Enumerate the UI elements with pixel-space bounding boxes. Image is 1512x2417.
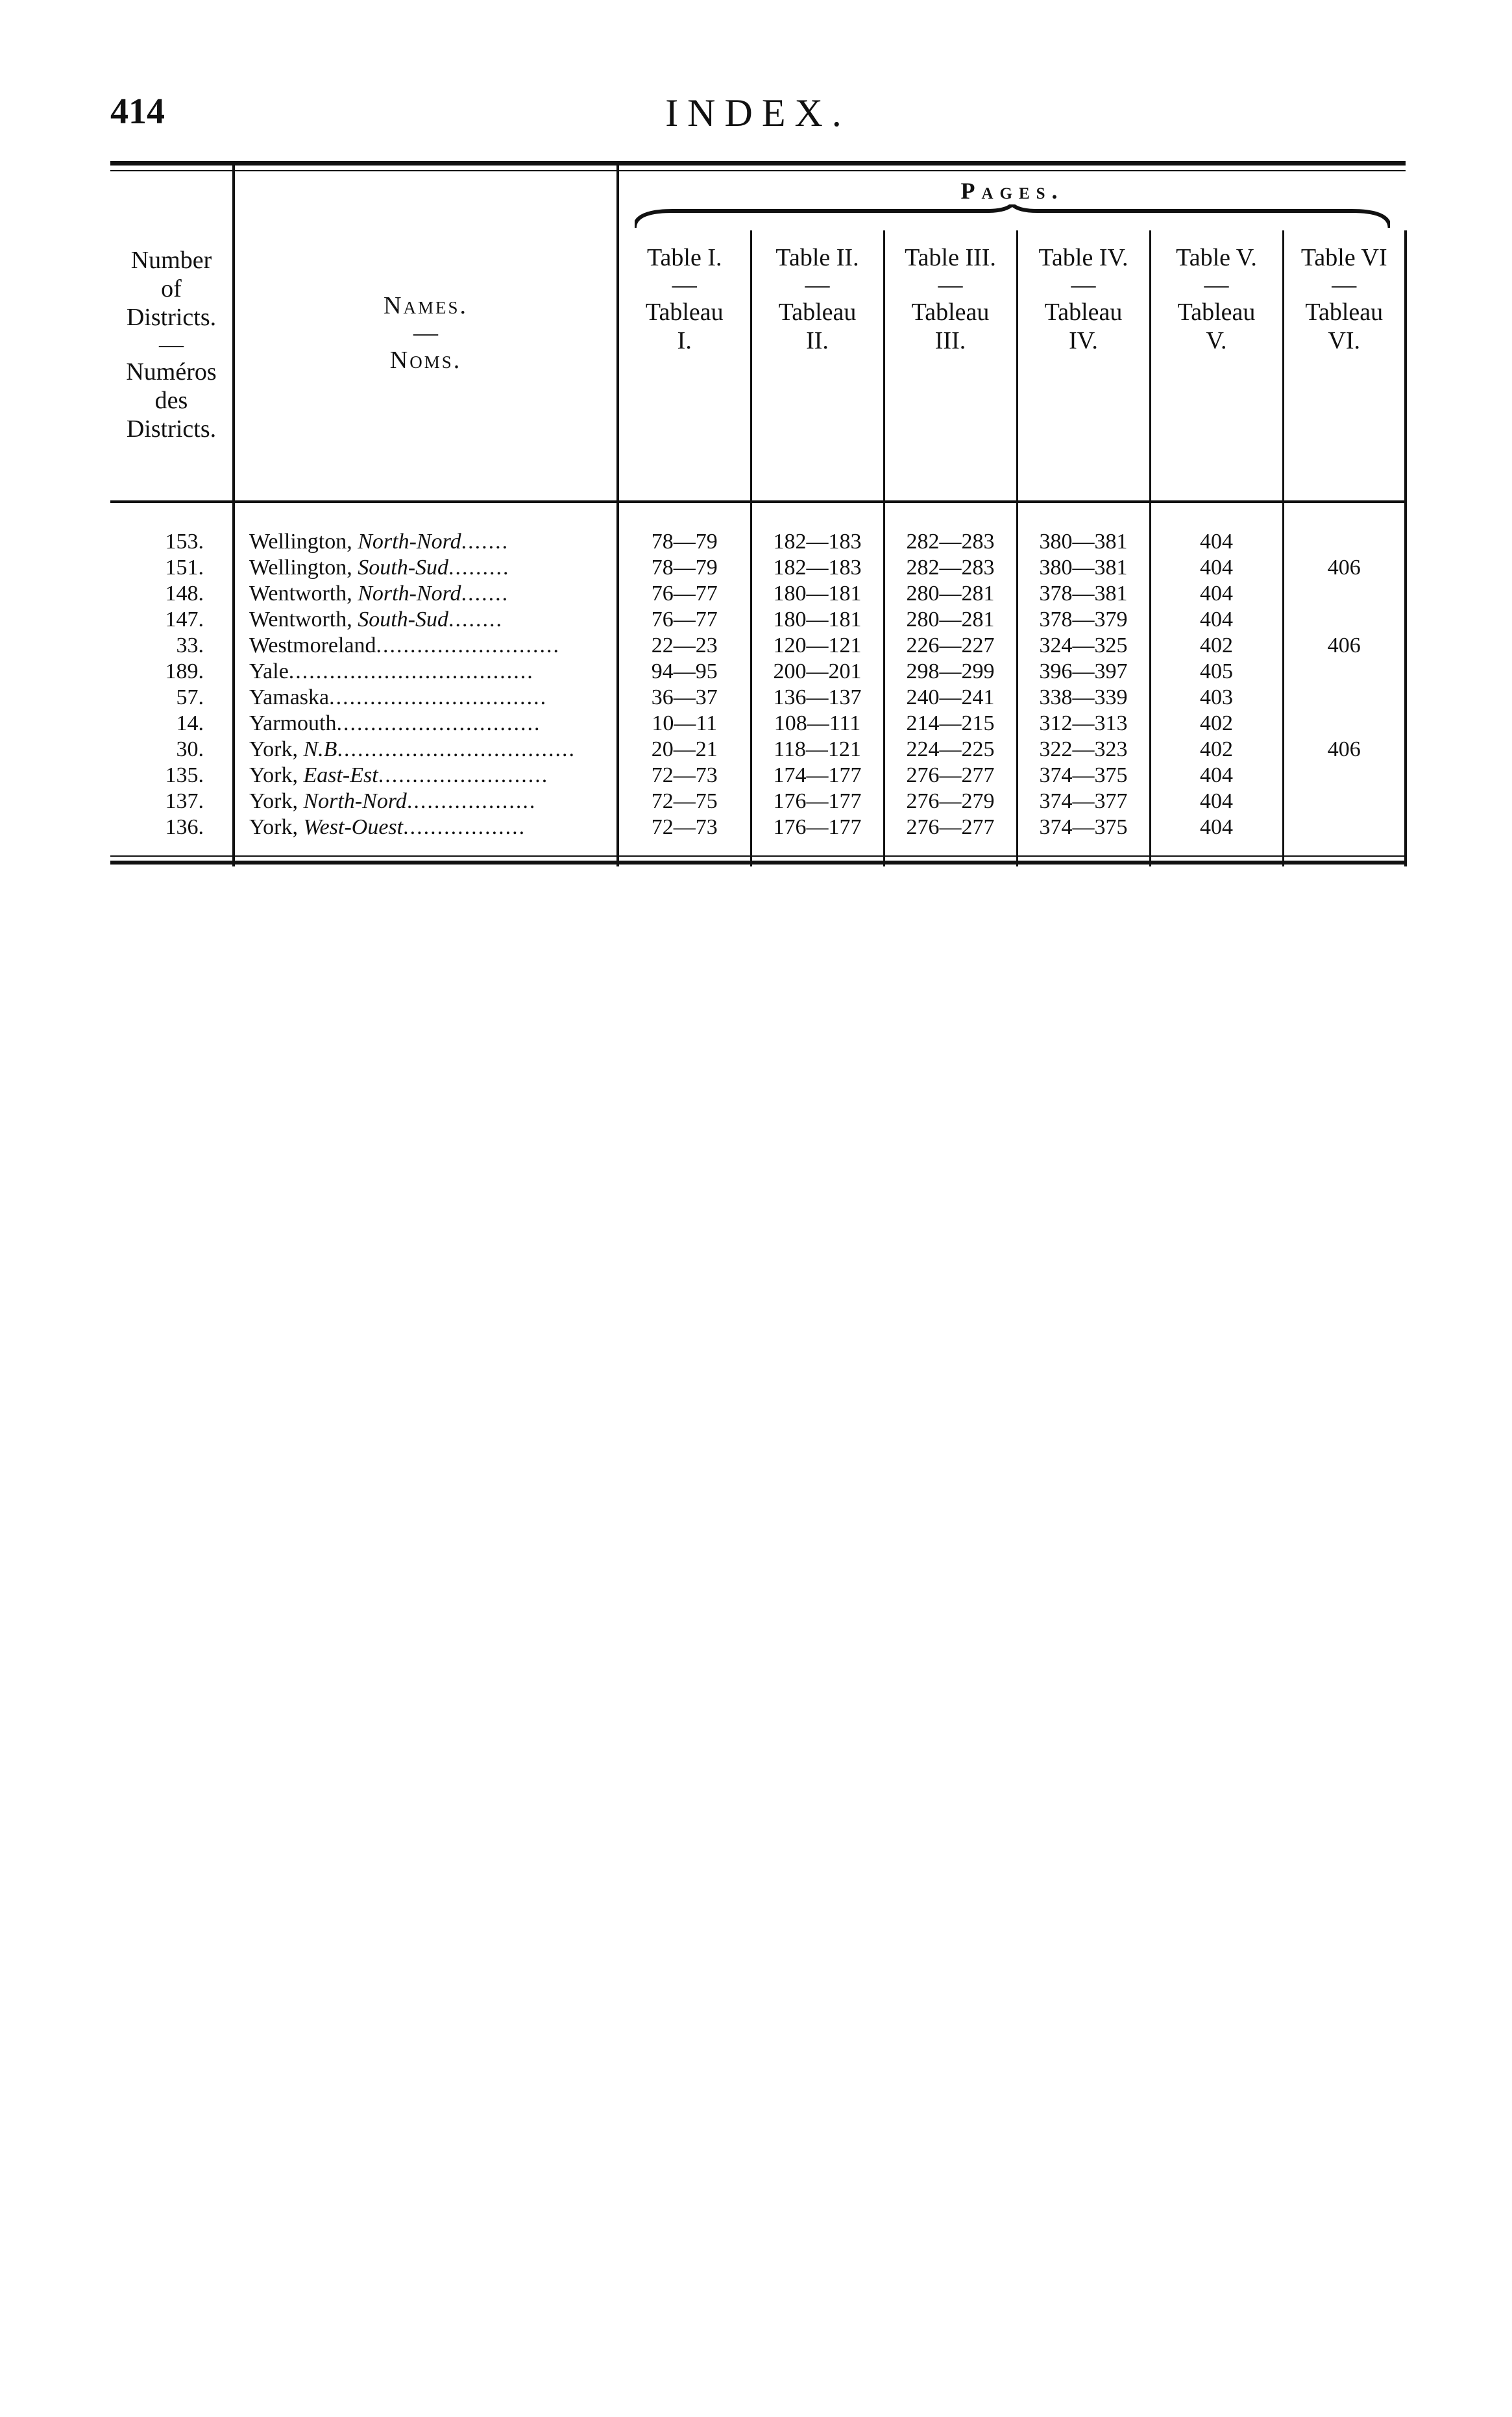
page-ref-table-4: 380—381 bbox=[1017, 529, 1150, 555]
district-number: 151. bbox=[165, 556, 204, 580]
district-number: 148. bbox=[165, 582, 204, 606]
page-ref-table-5: 404 bbox=[1150, 581, 1283, 607]
district-name: Yamaska bbox=[249, 685, 330, 709]
page-ref-table-6 bbox=[1283, 789, 1406, 815]
district-name-cell bbox=[234, 763, 618, 789]
table-vi-fr-num: VI. bbox=[1328, 327, 1361, 354]
bottom-rule-thin bbox=[110, 855, 1406, 857]
table-iii-fr: Tableau bbox=[911, 299, 990, 326]
page-ref-table-2: 200—201 bbox=[751, 659, 884, 685]
header-dash: — bbox=[1204, 271, 1229, 299]
district-number: 135. bbox=[165, 763, 204, 787]
page-ref-table-1: 78—79 bbox=[618, 555, 751, 581]
number-header-en-3: Districts. bbox=[126, 304, 217, 331]
pages-header-label: Pages. bbox=[960, 178, 1064, 204]
district-name: York, bbox=[249, 737, 298, 761]
number-header-en-2: of bbox=[161, 275, 182, 302]
page-ref-table-4: 338—339 bbox=[1017, 685, 1150, 711]
district-number: 33. bbox=[176, 633, 204, 657]
names-column-header bbox=[234, 166, 618, 502]
table-i-en: Table I. bbox=[646, 244, 722, 271]
page-ref-table-6 bbox=[1283, 763, 1406, 789]
page-ref-table-4: 312—313 bbox=[1017, 711, 1150, 737]
table-row bbox=[110, 711, 1406, 737]
page-ref-table-4: 374—377 bbox=[1017, 789, 1150, 815]
header-dash: — bbox=[805, 271, 830, 299]
page-ref-table-3: 282—283 bbox=[884, 555, 1017, 581]
page-ref-table-2: 136—137 bbox=[751, 685, 884, 711]
page-ref-table-3: 240—241 bbox=[884, 685, 1017, 711]
header-dash: — bbox=[159, 331, 184, 358]
table-body bbox=[110, 502, 1406, 866]
page-ref-table-1: 72—73 bbox=[618, 763, 751, 789]
district-name-cell bbox=[234, 529, 618, 555]
table-row bbox=[110, 685, 1406, 711]
table-iii-en: Table III. bbox=[905, 244, 996, 271]
page-ref-table-5: 402 bbox=[1150, 737, 1283, 763]
page-ref-table-6: 406 bbox=[1283, 633, 1406, 659]
pages-brace bbox=[635, 204, 1390, 230]
leader-dots: ................... bbox=[406, 789, 537, 813]
leader-dots: ....... bbox=[461, 530, 509, 554]
page-ref-table-3: 214—215 bbox=[884, 711, 1017, 737]
page-ref-table-2: 180—181 bbox=[751, 581, 884, 607]
header-dash: — bbox=[938, 271, 963, 299]
page-ref-table-6 bbox=[1283, 711, 1406, 737]
district-qualifier: N.B bbox=[303, 737, 337, 761]
page-ref-table-6 bbox=[1283, 685, 1406, 711]
district-name: York, bbox=[249, 789, 298, 813]
table-vi-header bbox=[1283, 230, 1406, 502]
leader-dots: ........ bbox=[448, 607, 504, 632]
table-v-fr-num: V. bbox=[1206, 327, 1227, 354]
table-row bbox=[110, 607, 1406, 633]
page-ref-table-6 bbox=[1283, 529, 1406, 555]
page-ref-table-5: 404 bbox=[1150, 789, 1283, 815]
district-qualifier: North-Nord bbox=[358, 530, 461, 554]
page-ref-table-1: 94—95 bbox=[618, 659, 751, 685]
table-row bbox=[110, 789, 1406, 815]
table-iii-fr-num: III. bbox=[934, 327, 966, 354]
leader-dots: ......................... bbox=[378, 763, 549, 787]
page-ref-table-4: 396—397 bbox=[1017, 659, 1150, 685]
table-row bbox=[110, 763, 1406, 789]
district-qualifier: West-Ouest bbox=[303, 815, 404, 839]
page-ref-table-5: 402 bbox=[1150, 633, 1283, 659]
district-name-cell bbox=[234, 581, 618, 607]
table-row bbox=[110, 659, 1406, 685]
page-ref-table-3: 280—281 bbox=[884, 581, 1017, 607]
pages-brace-cell bbox=[618, 204, 1406, 230]
page-ref-table-5: 404 bbox=[1150, 815, 1283, 840]
table-v-fr: Tableau bbox=[1177, 299, 1256, 326]
page-ref-table-1: 20—21 bbox=[618, 737, 751, 763]
page-ref-table-6 bbox=[1283, 607, 1406, 633]
page-ref-table-6 bbox=[1283, 581, 1406, 607]
district-name: Wentworth, bbox=[249, 607, 352, 632]
page-ref-table-2: 174—177 bbox=[751, 763, 884, 789]
district-name: Westmoreland bbox=[249, 633, 376, 657]
header-dash: — bbox=[1332, 271, 1357, 299]
page-ref-table-2: 182—183 bbox=[751, 529, 884, 555]
page-header bbox=[110, 91, 1406, 143]
district-number: 189. bbox=[165, 659, 204, 683]
page-ref-table-4: 378—381 bbox=[1017, 581, 1150, 607]
page-ref-table-5: 404 bbox=[1150, 763, 1283, 789]
page-ref-table-2: 182—183 bbox=[751, 555, 884, 581]
number-column-header bbox=[110, 166, 234, 502]
table-i-fr-num: I. bbox=[677, 327, 692, 354]
page-ref-table-6 bbox=[1283, 659, 1406, 685]
table-row bbox=[110, 581, 1406, 607]
header-dash: — bbox=[672, 271, 697, 299]
page-ref-table-6: 406 bbox=[1283, 555, 1406, 581]
district-number: 14. bbox=[176, 711, 204, 735]
district-name: Wellington, bbox=[249, 556, 352, 580]
leader-dots: .................. bbox=[403, 815, 526, 839]
page-ref-table-5: 404 bbox=[1150, 529, 1283, 555]
district-name-cell bbox=[234, 789, 618, 815]
district-qualifier: East-Est bbox=[303, 763, 378, 787]
district-name-cell bbox=[234, 685, 618, 711]
page-ref-table-5: 404 bbox=[1150, 607, 1283, 633]
table-i-header bbox=[618, 230, 751, 502]
page-ref-table-4: 322—323 bbox=[1017, 737, 1150, 763]
page-ref-table-4: 324—325 bbox=[1017, 633, 1150, 659]
page-ref-table-2: 120—121 bbox=[751, 633, 884, 659]
table-iii-header bbox=[884, 230, 1017, 502]
table-iv-header bbox=[1017, 230, 1150, 502]
number-header-fr-2: des bbox=[154, 387, 188, 414]
page-ref-table-1: 10—11 bbox=[618, 711, 751, 737]
district-qualifier: South-Sud bbox=[358, 556, 449, 580]
page-ref-table-5: 404 bbox=[1150, 555, 1283, 581]
district-qualifier: South-Sud bbox=[358, 607, 449, 632]
leader-dots: ......... bbox=[448, 556, 510, 580]
index-table bbox=[110, 166, 1407, 866]
table-row bbox=[110, 555, 1406, 581]
table-ii-fr: Tableau bbox=[778, 299, 857, 326]
page-ref-table-1: 76—77 bbox=[618, 607, 751, 633]
district-name-cell bbox=[234, 815, 618, 840]
page-ref-table-1: 76—77 bbox=[618, 581, 751, 607]
number-header-fr-1: Numéros bbox=[126, 358, 217, 386]
table-iv-en: Table IV. bbox=[1038, 244, 1128, 271]
names-header-en: Names. bbox=[384, 292, 468, 319]
bottom-rule-thick bbox=[110, 861, 1406, 865]
table-ii-header bbox=[751, 230, 884, 502]
district-name: York, bbox=[249, 763, 298, 787]
district-name-cell bbox=[234, 659, 618, 685]
header-separator bbox=[110, 502, 1406, 529]
table-i-fr: Tableau bbox=[645, 299, 724, 326]
table-v-header bbox=[1150, 230, 1283, 502]
district-number: 147. bbox=[165, 607, 204, 632]
page-ref-table-3: 298—299 bbox=[884, 659, 1017, 685]
page-ref-table-6: 406 bbox=[1283, 737, 1406, 763]
page-ref-table-3: 276—277 bbox=[884, 763, 1017, 789]
table-row bbox=[110, 529, 1406, 555]
page-ref-table-3: 280—281 bbox=[884, 607, 1017, 633]
district-name-cell bbox=[234, 711, 618, 737]
page-ref-table-5: 403 bbox=[1150, 685, 1283, 711]
district-name: York, bbox=[249, 815, 298, 839]
page-ref-table-2: 118—121 bbox=[751, 737, 884, 763]
table-vi-en: Table VI bbox=[1300, 244, 1387, 271]
table-row bbox=[110, 633, 1406, 659]
page-ref-table-1: 72—75 bbox=[618, 789, 751, 815]
district-name: Yarmouth bbox=[249, 711, 337, 735]
page-ref-table-4: 374—375 bbox=[1017, 815, 1150, 840]
header-dash: — bbox=[1071, 271, 1096, 299]
page-ref-table-4: 378—379 bbox=[1017, 607, 1150, 633]
number-header-fr-3: Districts. bbox=[126, 415, 217, 443]
district-name: Yale bbox=[249, 659, 289, 683]
leader-dots: .............................. bbox=[336, 711, 541, 735]
page-number: 414 bbox=[110, 92, 165, 132]
table-row bbox=[110, 737, 1406, 763]
pages-header bbox=[618, 166, 1406, 204]
page-ref-table-1: 72—73 bbox=[618, 815, 751, 840]
district-name-cell bbox=[234, 633, 618, 659]
leader-dots: ................................... bbox=[337, 737, 576, 761]
page-ref-table-3: 282—283 bbox=[884, 529, 1017, 555]
table-iv-fr: Tableau bbox=[1044, 299, 1123, 326]
page-ref-table-3: 224—225 bbox=[884, 737, 1017, 763]
number-header-en-1: Number bbox=[130, 247, 212, 274]
district-number: 137. bbox=[165, 789, 204, 813]
page-ref-table-2: 176—177 bbox=[751, 789, 884, 815]
district-number: 30. bbox=[176, 737, 204, 761]
page-ref-table-4: 374—375 bbox=[1017, 763, 1150, 789]
district-number: 57. bbox=[176, 685, 204, 709]
table-v-en: Table V. bbox=[1176, 244, 1257, 271]
top-rule-thick bbox=[110, 161, 1406, 166]
running-title: INDEX. bbox=[665, 92, 851, 134]
district-number: 153. bbox=[165, 530, 204, 554]
table-ii-fr-num: II. bbox=[806, 327, 829, 354]
page-ref-table-2: 180—181 bbox=[751, 607, 884, 633]
leader-dots: ................................ bbox=[329, 685, 548, 709]
leader-dots: ....... bbox=[461, 582, 509, 606]
table-ii-en: Table II. bbox=[775, 244, 859, 271]
page-ref-table-5: 405 bbox=[1150, 659, 1283, 685]
district-qualifier: North-Nord bbox=[358, 582, 461, 606]
names-header-fr: Noms. bbox=[389, 347, 462, 374]
page-ref-table-2: 176—177 bbox=[751, 815, 884, 840]
page-ref-table-1: 36—37 bbox=[618, 685, 751, 711]
page-ref-table-4: 380—381 bbox=[1017, 555, 1150, 581]
page-ref-table-1: 78—79 bbox=[618, 529, 751, 555]
page-ref-table-3: 226—227 bbox=[884, 633, 1017, 659]
page-ref-table-5: 402 bbox=[1150, 711, 1283, 737]
district-qualifier: North-Nord bbox=[303, 789, 407, 813]
page-ref-table-2: 108—111 bbox=[751, 711, 884, 737]
page-ref-table-3: 276—277 bbox=[884, 815, 1017, 840]
table-vi-fr: Tableau bbox=[1305, 299, 1384, 326]
page-ref-table-6 bbox=[1283, 815, 1406, 840]
leader-dots: ........................... bbox=[376, 633, 561, 657]
district-name: Wentworth, bbox=[249, 582, 352, 606]
district-name-cell bbox=[234, 555, 618, 581]
table-row bbox=[110, 815, 1406, 840]
leader-dots: .................................... bbox=[288, 659, 534, 683]
district-name: Wellington, bbox=[249, 530, 352, 554]
page-ref-table-3: 276—279 bbox=[884, 789, 1017, 815]
header-dash: — bbox=[413, 319, 438, 347]
page-ref-table-1: 22—23 bbox=[618, 633, 751, 659]
district-name-cell bbox=[234, 607, 618, 633]
district-number: 136. bbox=[165, 815, 204, 839]
district-name-cell bbox=[234, 737, 618, 763]
table-iv-fr-num: IV. bbox=[1069, 327, 1098, 354]
